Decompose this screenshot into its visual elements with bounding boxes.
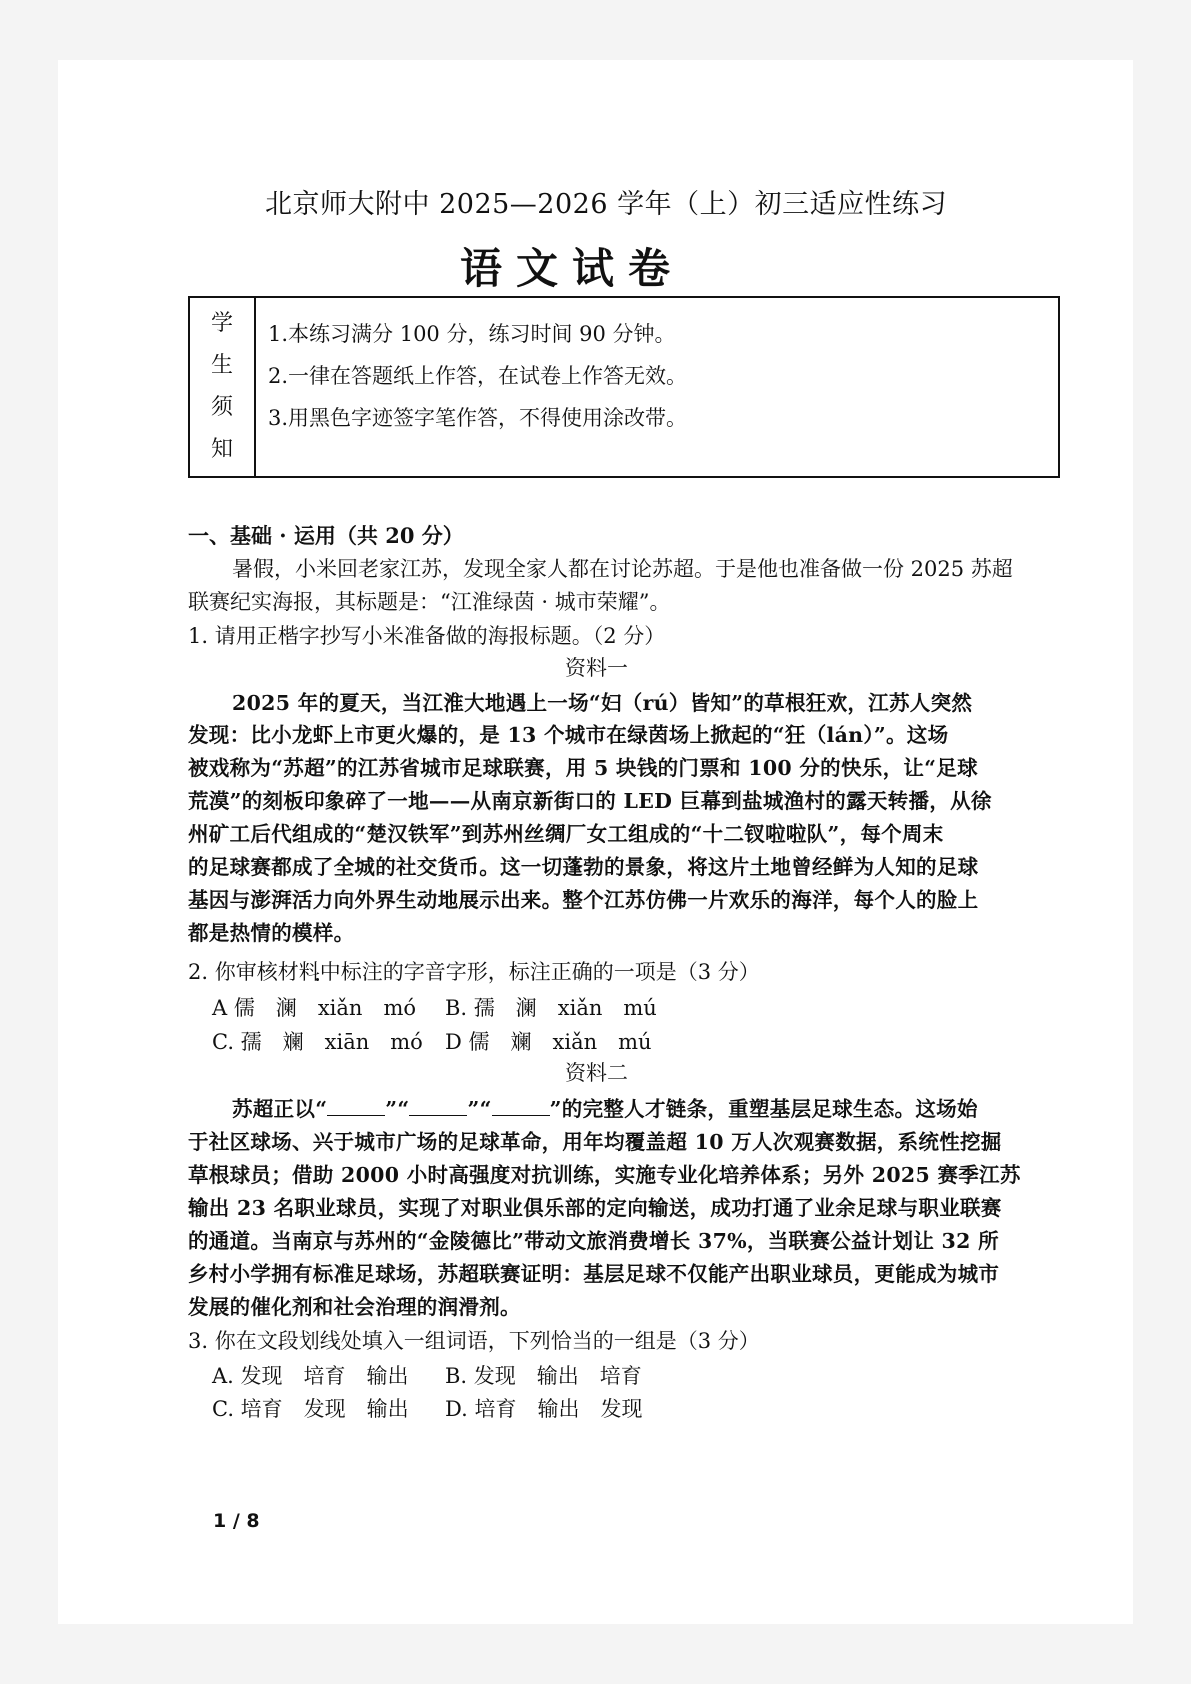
student-notice-box [188,296,1060,478]
question-3-option-a: A. 发现 培育 输出 [212,1364,409,1388]
material-1-line: 州矿工后代组成的“楚汉铁军”到苏州丝绸厂女工组成的“十二钗啦啦队”，每个周末 [188,822,944,846]
material-2-text: 苏超正以“ [232,1097,328,1121]
notice-rule: 2.一律在答题纸上作答，在试卷上作答无效。 [268,364,688,388]
material-2-line-with-blanks [232,1092,978,1122]
fill-blank-3 [492,1097,550,1116]
material-2-line: 发展的催化剂和社会治理的润滑剂。 [188,1295,521,1319]
notice-label-char: 须 [210,395,233,420]
notice-label-char: 知 [210,437,233,462]
material-2-line: 草根球员；借助 2000 小时高强度对抗训练，实施专业化培养体系；另外 2025 赛季江苏 [188,1163,1021,1187]
material-2-line: 输出 23 名职业球员，实现了对职业俱乐部的定向输送，成功打通了业余足球与职业联赛 [188,1196,1002,1220]
material-1-line: 都是热情的模样。 [188,921,355,945]
material-2-label: 资料二 [565,1061,628,1085]
exam-subtitle: 北京师大附中 2025—2026 学年（上）初三适应性练习 [265,189,948,220]
material-1-line: 发现：比小龙虾上市更火爆的，是 13 个城市在绿茵场上掀起的“狂（lán）”。这场 [188,723,949,747]
question-2-option-b: B. 孺 澜 xiǎn mú [445,996,657,1020]
notice-label-char: 学 [210,311,233,336]
question-2-option-c: C. 孺 斓 xiān mó [212,1030,423,1054]
intro-line: 暑假，小米回老家江苏，发现全家人都在讨论苏超。于是他也准备做一份 2025 苏超 [232,557,1013,581]
material-1-line: 荒漠”的刻板印象碎了一地——从南京新街口的 LED 巨幕到盐城渔村的露天转播，从徐 [188,789,992,813]
material-1-line: 被戏称为“苏超”的江苏省城市足球联赛，用 5 块钱的门票和 100 分的快乐，让“足球 [188,756,978,780]
fill-blank-1 [327,1097,385,1116]
material-1-label: 资料一 [565,656,628,680]
question-3-option-c: C. 培育 发现 输出 [212,1397,409,1421]
question-3-option-d: D. 培育 输出 发现 [445,1397,643,1421]
notice-label-char: 生 [210,353,233,378]
notice-rule: 1.本练习满分 100 分，练习时间 90 分钟。 [268,322,676,346]
page-number: 1 / 8 [213,1510,260,1532]
question-3-stem: 3. 你在文段划线处填入一组词语，下列恰当的一组是（3 分） [188,1329,760,1353]
material-2-text: ”“ [467,1097,492,1121]
material-2-line: 于社区球场、兴于城市广场的足球革命，用年均覆盖超 10 万人次观赛数据，系统性挖掘 [188,1130,1002,1154]
material-2-text: ”的完整人才链条，重塑基层足球生态。这场始 [549,1097,978,1121]
question-1: 1. 请用正楷字抄写小米准备做的海报标题。（2 分） [188,624,666,648]
material-2-text: ”“ [385,1097,410,1121]
notice-label-column [190,298,256,476]
question-3-option-b: B. 发现 输出 培育 [445,1364,642,1388]
question-2-option-d: D 儒 斓 xiǎn mú [445,1030,652,1054]
exam-title: 语文试卷 [460,244,685,293]
material-2-line: 乡村小学拥有标准足球场，苏超联赛证明：基层足球不仅能产出职业球员，更能成为城市 [188,1262,1000,1286]
question-2-stem: 2. 你审核材料中标注的字音字形，标注正确的一项是（3 分） [188,960,760,984]
material-1-line: 2025 年的夏天，当江淮大地遇上一场“妇（rú）皆知”的草根狂欢，江苏人突然 [232,691,973,715]
material-1-line: 基因与澎湃活力向外界生动地展示出来。整个江苏仿佛一片欢乐的海洋，每个人的脸上 [188,888,979,912]
section-heading: 一、基础 · 运用（共 20 分） [188,523,464,548]
fill-blank-2 [409,1097,467,1116]
material-2-line: 的通道。当南京与苏州的“金陵德比”带动文旅消费增长 37%，当联赛公益计划让 32 所 [188,1229,999,1253]
material-1-line: 的足球赛都成了全城的社交货币。这一切蓬勃的景象，将这片土地曾经鲜为人知的足球 [188,855,979,879]
intro-line: 联赛纪实海报，其标题是：“江淮绿茵 · 城市荣耀”。 [188,590,671,614]
notice-rule: 3.用黑色字迹签字笔作答，不得使用涂改带。 [268,406,688,430]
question-2-option-a: A 儒 澜 xiǎn mó [212,996,417,1020]
